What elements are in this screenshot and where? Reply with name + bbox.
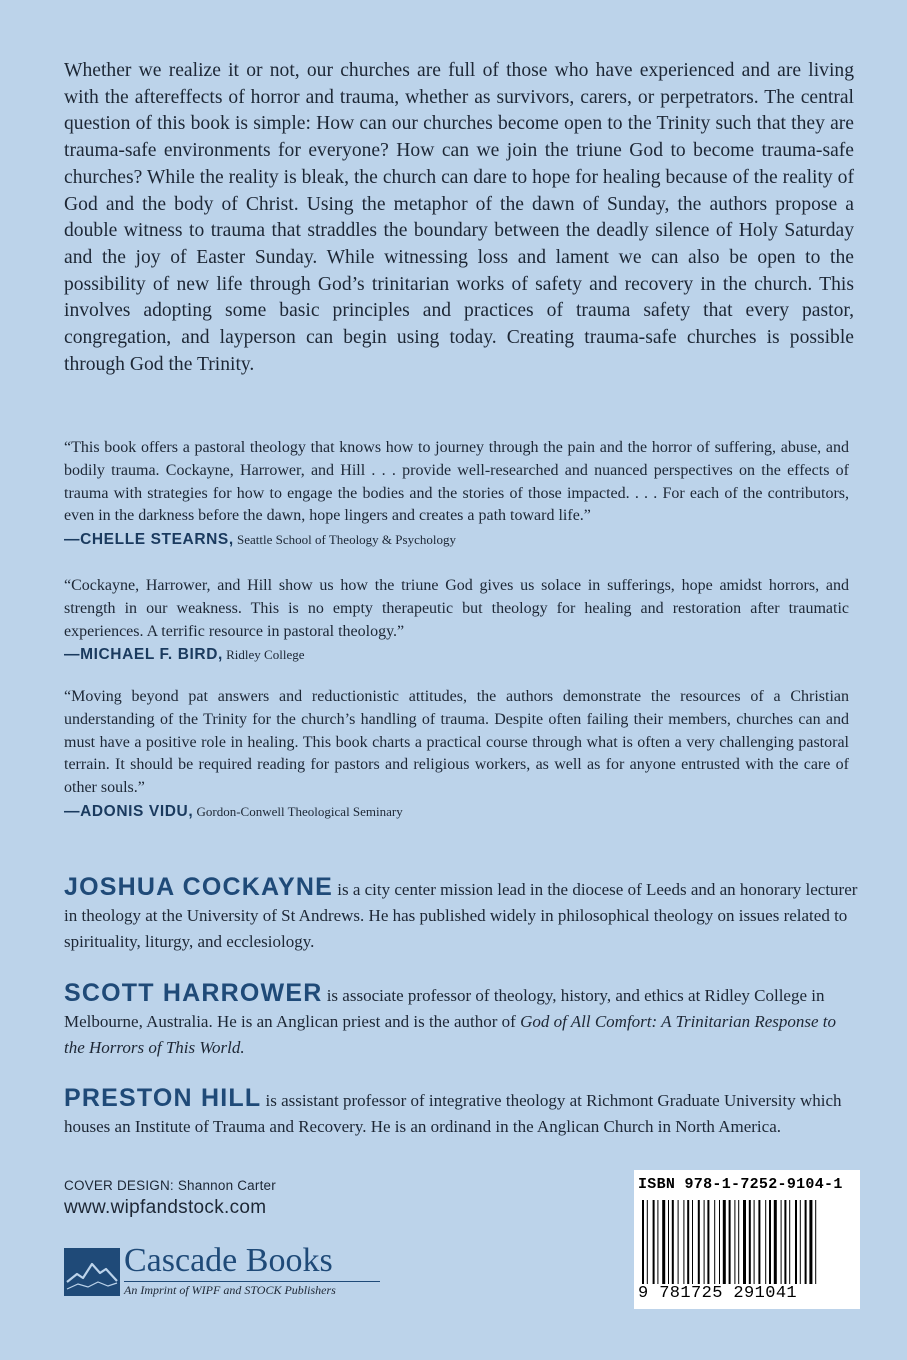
author-bio-hill: [64, 1085, 859, 1140]
endorsement-quote: “Moving beyond pat answers and reductionistic attitudes, the authors demonstrate the resources of a Christian understanding of the Trinity for the church’s handling of trauma. Despite often failing their members, churches can and must have a positive role in healing. This book charts a practical course through what is often a very challenging pastoral terrain. It should be required reading for pastors and religious workers, as well as for anyone entrusted with the care of other souls.”: [64, 688, 849, 797]
author-name: JOSHUA COCKAYNE: [64, 873, 333, 901]
publisher-logo: [64, 1244, 394, 1306]
endorsement-attribution: [64, 803, 849, 821]
barcode-bar: [758, 1200, 760, 1284]
publisher-website: www.wipfandstock.com: [64, 1197, 267, 1218]
publisher-name: Cascade Books: [124, 1242, 333, 1279]
barcode-bar: [698, 1200, 700, 1284]
endorser-name: —ADONIS VIDU,: [64, 802, 194, 820]
barcode-bar: [774, 1200, 777, 1284]
author-bio-text: is assistant professor of integrative theology at Richmont Graduate University which houses an Institute of Trauma and Recovery. He is an ordinand in the Anglican Church in North America.: [64, 1091, 842, 1136]
barcode-bars: [642, 1200, 852, 1288]
barcode-bar: [805, 1200, 807, 1284]
barcode-bar: [765, 1200, 766, 1284]
author-name: SCOTT HARROWER: [64, 979, 323, 1007]
ean-digits: 9 781725 291041: [638, 1284, 798, 1303]
endorsement-bird: [64, 575, 849, 664]
endorsement-stearns: [64, 437, 849, 549]
barcode-bar: [815, 1200, 816, 1284]
barcode-bar: [668, 1200, 669, 1284]
barcode-bar: [678, 1200, 679, 1284]
barcode-bar: [687, 1200, 689, 1284]
barcode-bar: [662, 1200, 665, 1284]
author-book-title: God of All Comfort: A Trinitarian Response to the Horrors of This World.: [64, 1012, 837, 1057]
endorsement-attribution: [64, 531, 849, 549]
barcode-bar: [754, 1200, 755, 1284]
barcode-bar: [738, 1200, 739, 1284]
barcode-bar: [683, 1200, 684, 1284]
barcode-bar: [642, 1200, 644, 1284]
barcode-bar: [657, 1200, 658, 1284]
endorser-name: —MICHAEL F. BIRD,: [64, 646, 223, 664]
endorser-name: —CHELLE STEARNS,: [64, 531, 234, 549]
barcode-bar: [723, 1200, 726, 1284]
barcode-bar: [769, 1200, 771, 1284]
barcode-bar: [647, 1200, 648, 1284]
barcode-bar: [800, 1200, 801, 1284]
barcode-bar: [795, 1200, 797, 1284]
endorser-affiliation: Gordon-Conwell Theological Seminary: [196, 803, 403, 819]
publisher-divider: [124, 1281, 380, 1282]
barcode-bar: [749, 1200, 751, 1284]
barcode-bar: [743, 1200, 746, 1284]
mountain-logo-icon: [64, 1248, 120, 1296]
credits: [64, 1178, 276, 1219]
author-name: PRESTON HILL: [64, 1084, 262, 1112]
barcode-bar: [789, 1200, 790, 1284]
back-cover-blurb: Whether we realize it or not, our churches are full of those who have experienced and are living with the aftereffects of horror and trauma, whether as survivors, carers, or perpetrators. The central question of this book is simple: How can our churches become open to the Trinity such that they are trauma-safe environments for everyone? How can we join the triune God to become trauma-safe churches? While the reality is bleak, the church can dare to hope for healing because of the reality of God and the body of Christ. Using the metaphor of the dawn of Sunday, the authors propose a double witness to trauma that straddles the boundary between the deadly silence of Holy Saturday and the joy of Easter Sunday. While witnessing loss and lament we can also be open to the possibility of new life through God’s trinitarian works of safety and recovery in the church. This involves adopting some basic principles and practices of trauma safety that every pastor, congregation, and layperson can begin using today. Creating trauma-safe churches is possible through God the Trinity.: [64, 60, 854, 375]
barcode-bar: [704, 1200, 705, 1284]
author-bio-harrower: [64, 980, 859, 1061]
endorsement-vidu: [64, 686, 849, 821]
endorser-affiliation: Seattle School of Theology & Psychology: [237, 532, 456, 548]
author-bio-text: is associate professor of theology, history, and ethics at Ridley College in Melbourne, Australia. He is an Anglican priest and is the author of: [64, 986, 825, 1031]
endorser-affiliation: Ridley College: [226, 647, 305, 663]
isbn-label: ISBN 978-1-7252-9104-1: [638, 1176, 843, 1193]
barcode-bar: [781, 1200, 782, 1284]
author-bio-cockayne: [64, 874, 859, 955]
author-bio-text: is a city center mission lead in the diocese of Leeds and an honorary lecturer in theology at the University of St Andrews. He has published widely in philosophical theology on issues related to spirituality, liturgy, and ecclesiology.: [64, 880, 858, 951]
publisher-imprint: An Imprint of WIPF and STOCK Publishers: [124, 1283, 336, 1297]
barcode-bar: [784, 1200, 786, 1284]
barcode-bar: [692, 1200, 693, 1284]
barcode-bar: [707, 1200, 709, 1284]
isbn-barcode: [634, 1170, 860, 1309]
endorsement-quote: “Cockayne, Harrower, and Hill show us how the triune God gives us solace in sufferings, hope amidst horrors, and strength in our weakness. This is no empty therapeutic but theology for healing and restoration after traumatic experiences. A terrific resource in pastoral theology.”: [64, 577, 849, 640]
barcode-bar: [729, 1200, 731, 1284]
barcode-bar: [714, 1200, 715, 1284]
cover-design-credit: COVER DESIGN: Shannon Carter: [64, 1178, 276, 1193]
barcode-bar: [809, 1200, 812, 1284]
barcode-bar: [719, 1200, 720, 1284]
barcode-bar: [653, 1200, 655, 1284]
barcode-bar: [734, 1200, 735, 1284]
endorsement-quote: “This book offers a pastoral theology that knows how to journey through the pain and the horror of suffering, abuse, and bodily trauma. Cockayne, Harrower, and Hill . . . provide well-researched and nuanced perspectives on the effects of trauma with strategies for how to engage the bodies and the stories of those impacted. . . . For each of the contributors, even in the darkness before the dawn, hope lingers and creates a path toward life.”: [64, 439, 849, 525]
barcode-bar: [672, 1200, 674, 1284]
endorsement-attribution: [64, 646, 849, 664]
